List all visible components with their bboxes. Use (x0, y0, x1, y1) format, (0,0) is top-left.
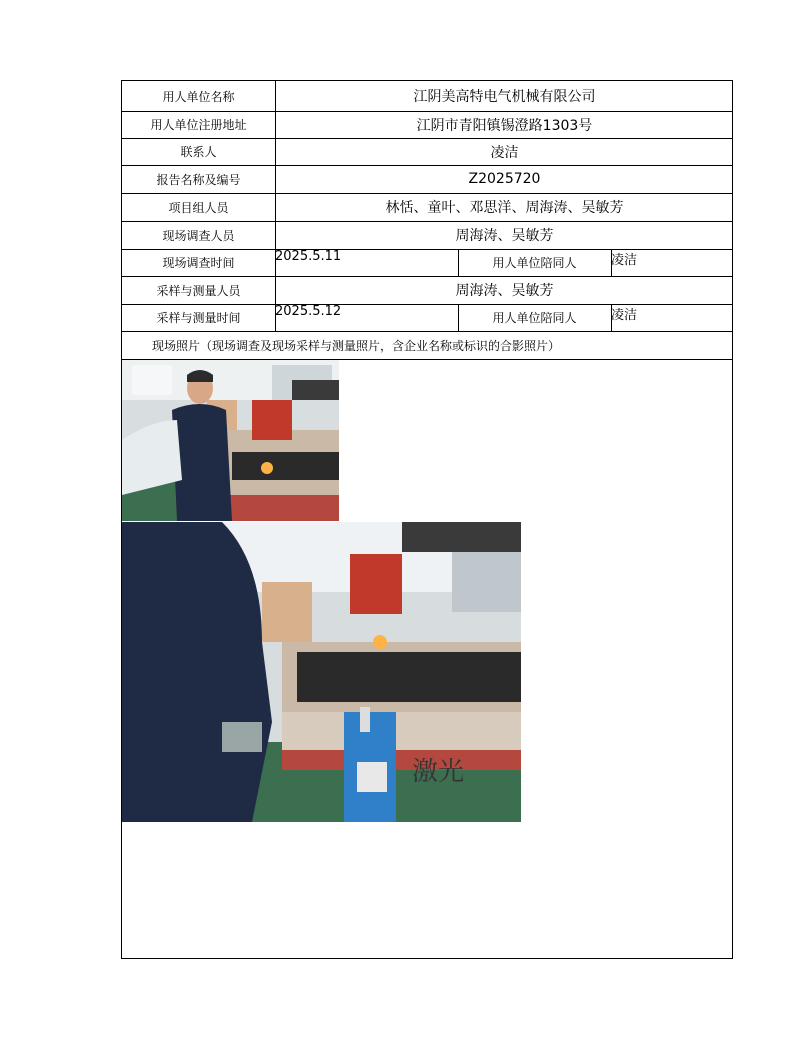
site-photo-1 (122, 360, 339, 521)
machine-brand-text: 激光 (412, 757, 465, 787)
value-registered-address: 江阴市青阳镇锡澄路1303号 (416, 117, 593, 134)
value-sampling-companion: 凌洁 (611, 308, 638, 323)
site-photo-2-image (122, 522, 521, 822)
label-survey-staff: 现场调查人员 (162, 228, 235, 243)
value-sampling-staff: 周海涛、吴敏芳 (455, 283, 554, 299)
label-report-number: 报告名称及编号 (156, 172, 241, 187)
value-survey-companion: 凌洁 (611, 253, 638, 268)
label-contact: 联系人 (180, 145, 217, 159)
site-photo-2 (122, 522, 521, 822)
label-sampling-companion: 用人单位陪同人 (492, 311, 577, 325)
label-survey-companion: 用人单位陪同人 (492, 256, 577, 270)
value-project-team: 林恬、童叶、邓思洋、周海涛、吴敏芳 (385, 200, 624, 216)
value-report-number: Z2025720 (468, 171, 541, 187)
label-survey-time: 现场调查时间 (162, 256, 235, 270)
value-sampling-time: 2025.5.12 (275, 304, 342, 319)
value-contact: 凌洁 (490, 144, 519, 161)
value-employer-name: 江阴美高特电气机械有限公司 (413, 89, 596, 105)
label-sampling-staff: 采样与测量人员 (156, 283, 241, 298)
label-registered-address: 用人单位注册地址 (150, 118, 247, 132)
label-employer-name: 用人单位名称 (162, 89, 235, 104)
info-table (121, 80, 733, 959)
site-photo-1-image (122, 360, 339, 521)
value-survey-time: 2025.5.11 (275, 249, 342, 264)
label-sampling-time: 采样与测量时间 (156, 311, 241, 325)
photo-section-title: 现场照片（现场调查及现场采样与测量照片，含企业名称或标识的合影照片） (152, 338, 561, 353)
value-survey-staff: 周海涛、吴敏芳 (455, 228, 554, 244)
label-project-team: 项目组人员 (168, 200, 229, 215)
